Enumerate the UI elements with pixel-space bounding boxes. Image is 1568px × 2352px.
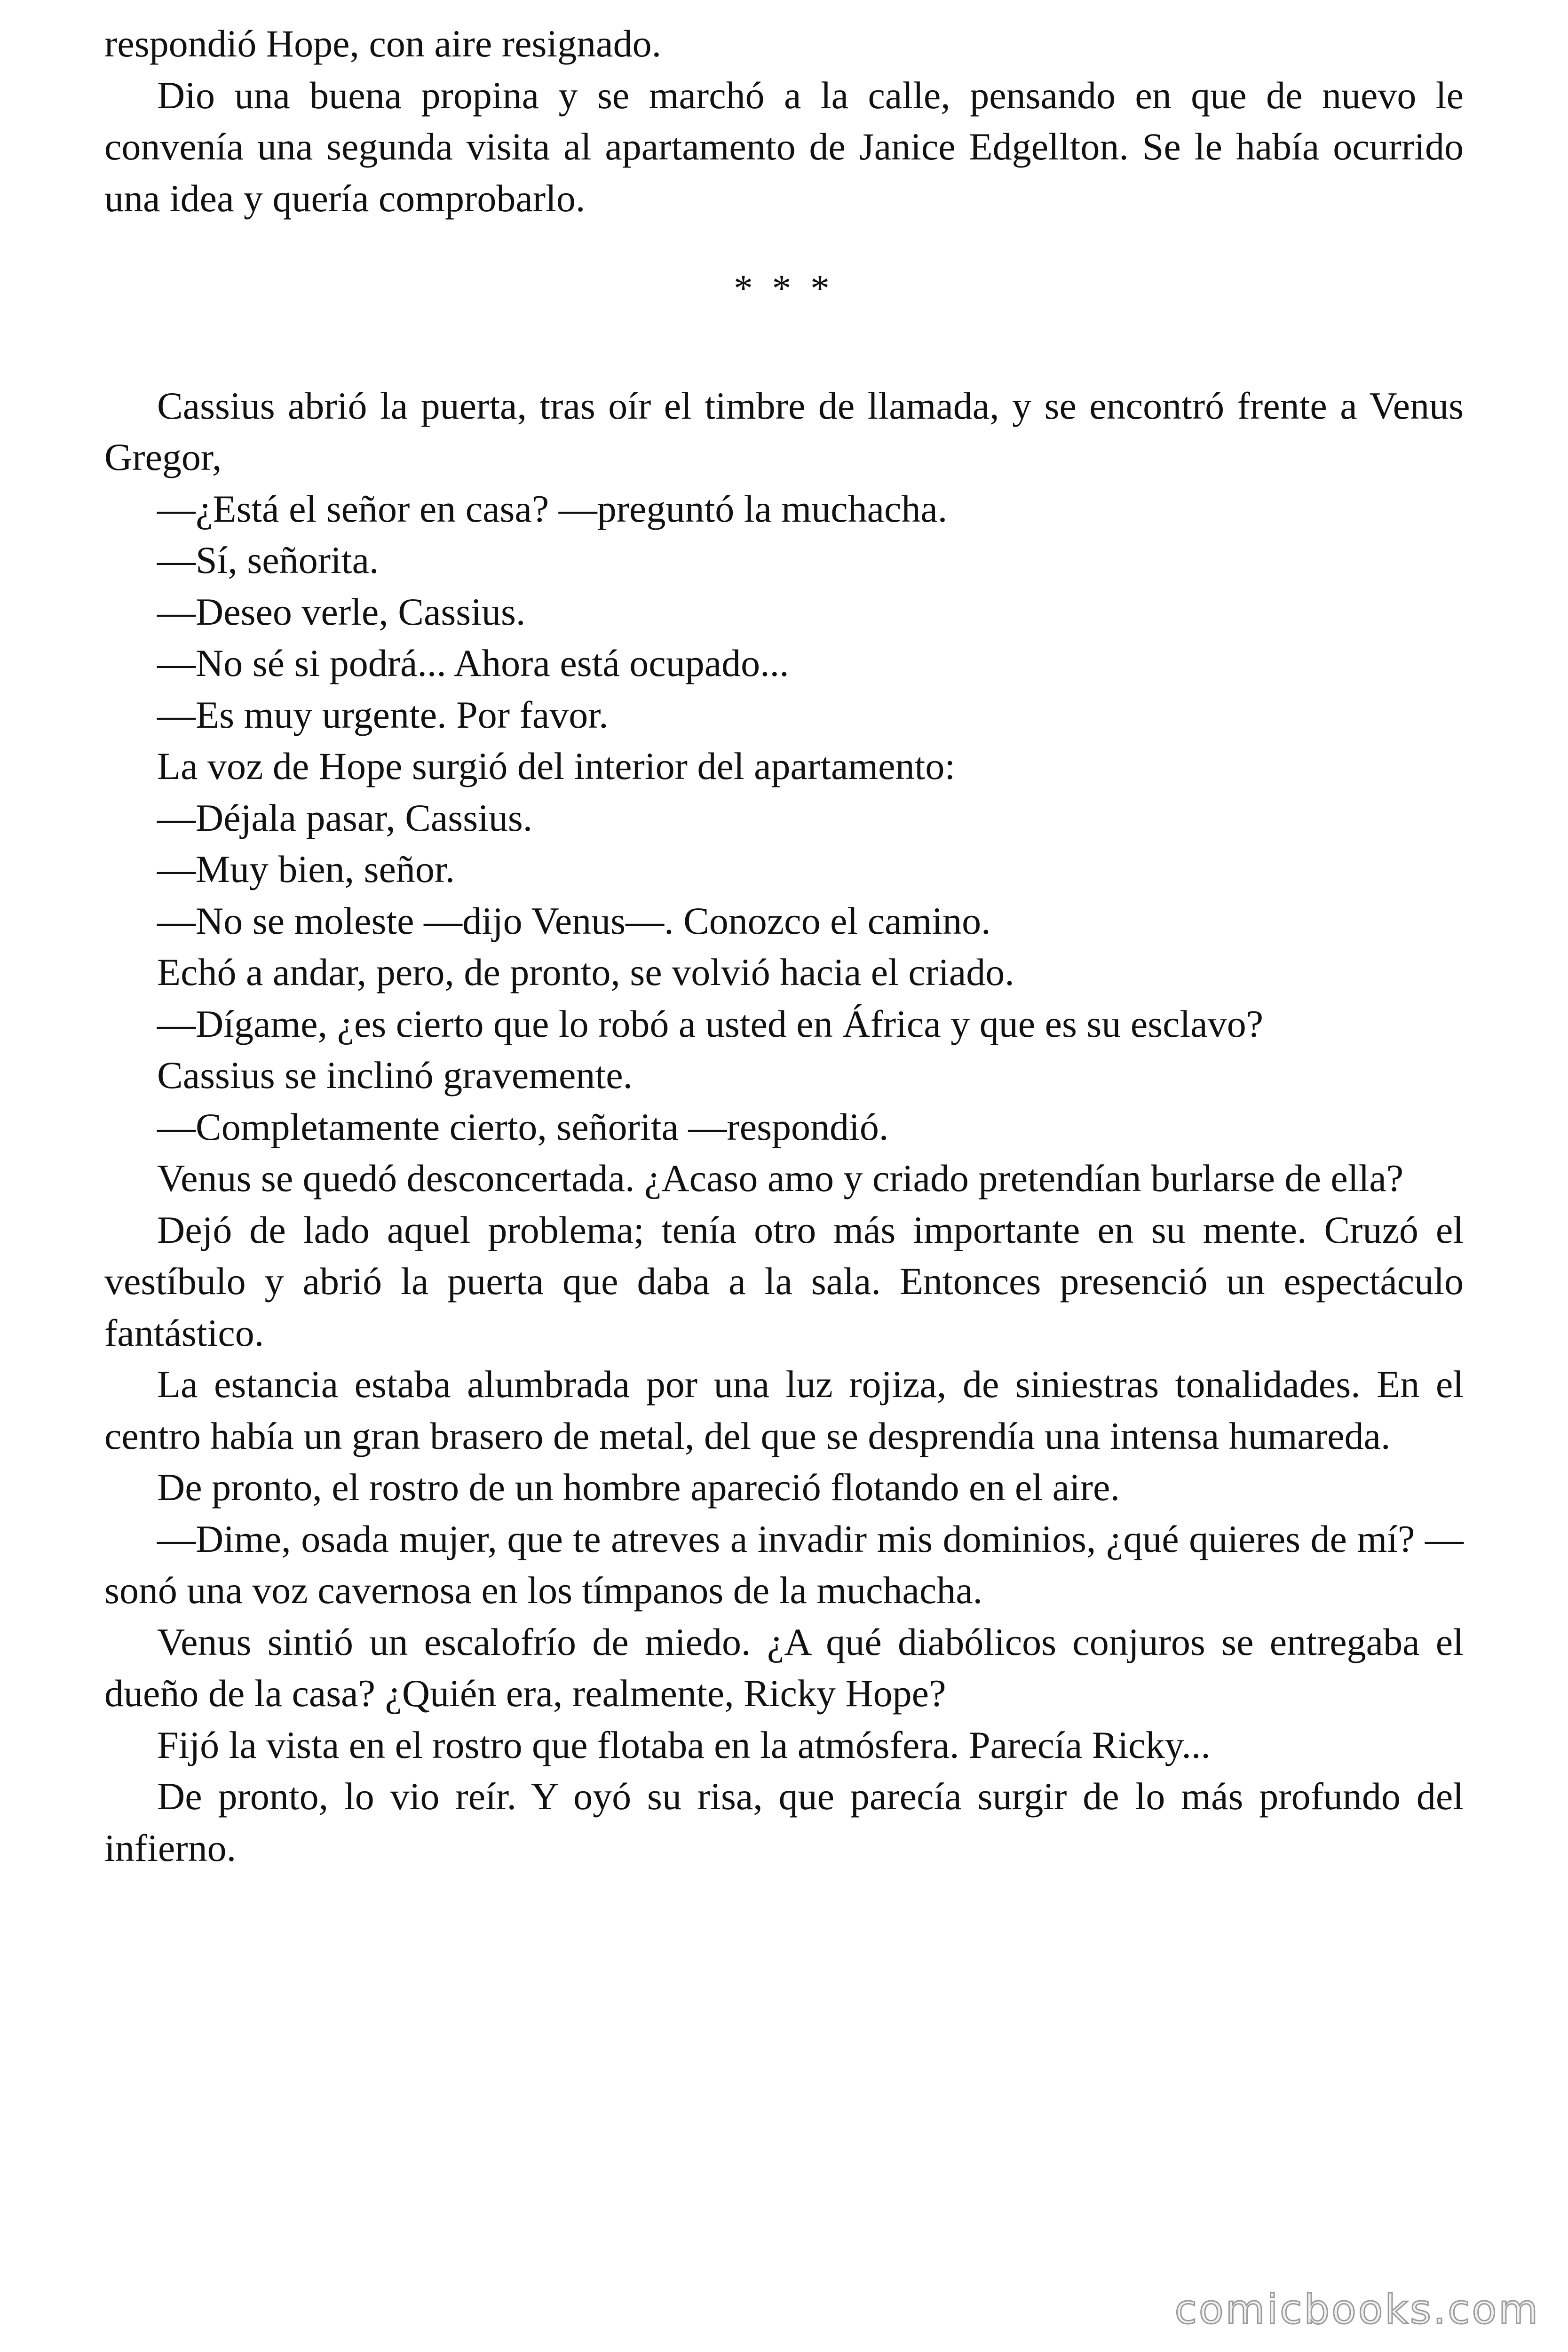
paragraph: Fijó la vista en el rostro que flotaba en la atmósfera. Parecía Ricky... bbox=[157, 1723, 1211, 1766]
dialogue-line: —¿Está el señor en casa? —preguntó la muchacha. bbox=[157, 487, 948, 530]
paragraph: Venus se quedó desconcertada. ¿Acaso amo y criado pretendían burlarse de ella? bbox=[157, 1157, 1404, 1200]
paragraph: Cassius se inclinó gravemente. bbox=[157, 1054, 633, 1097]
dialogue-line: —Dime, osada mujer, que te atreves a invadir mis dominios, ¿qué quieres de mí? —sonó una voz cavernosa en los tímpanos de la muchacha. bbox=[104, 1517, 1464, 1612]
dialogue-line: —Déjala pasar, Cassius. bbox=[157, 796, 533, 839]
watermark: comicbooks.com bbox=[1174, 2286, 1540, 2333]
paragraph: Dejó de lado aquel problema; tenía otro más importante en su mente. Cruzó el vestíbulo y abrió la puerta que daba a la sala. Entonces presenció un espectáculo fantástico. bbox=[104, 1208, 1464, 1354]
paragraph: La voz de Hope surgió del interior del apartamento: bbox=[157, 745, 956, 787]
dialogue-line: —No sé si podrá... Ahora está ocupado... bbox=[157, 642, 789, 684]
paragraph-continuation: respondió Hope, con aire resignado. bbox=[104, 22, 662, 65]
paragraph: La estancia estaba alumbrada por una luz rojiza, de siniestras tonalidades. En el centro había un gran brasero de metal, del que se desprendía una intensa humareda. bbox=[104, 1363, 1464, 1457]
dialogue-line: —Es muy urgente. Por favor. bbox=[157, 693, 609, 736]
dialogue-line: —No se moleste —dijo Venus—. Conozco el camino. bbox=[157, 899, 991, 942]
dialogue-line: —Completamente cierto, señorita —respondió. bbox=[157, 1105, 889, 1148]
paragraph: Venus sintió un escalofrío de miedo. ¿A qué diabólicos conjuros se entregaba el dueño de la casa? ¿Quién era, realmente, Ricky Hope? bbox=[104, 1620, 1464, 1715]
paragraph: Echó a andar, pero, de pronto, se volvió hacia el criado. bbox=[157, 951, 1014, 993]
dialogue-line: —Deseo verle, Cassius. bbox=[157, 590, 526, 633]
dialogue-line: —Dígame, ¿es cierto que lo robó a usted en África y que es su esclavo? bbox=[157, 1002, 1264, 1045]
paragraph: De pronto, lo vio reír. Y oyó su risa, que parecía surgir de lo más profundo del infierno. bbox=[104, 1775, 1464, 1869]
dialogue-line: —Sí, señorita. bbox=[157, 539, 379, 581]
paragraph: De pronto, el rostro de un hombre apareció flotando en el aire. bbox=[157, 1466, 1120, 1509]
dialogue-line: —Muy bien, señor. bbox=[157, 848, 455, 890]
page-text bbox=[104, 18, 1464, 1874]
paragraph: Cassius abrió la puerta, tras oír el timbre de llamada, y se encontró frente a Venus Gregor, bbox=[104, 384, 1464, 478]
paragraph: Dio una buena propina y se marchó a la calle, pensando en que de nuevo le convenía una segunda visita al apartamento de Janice Edgellton. Se le había ocurrido una idea y quería comprobarlo. bbox=[104, 73, 1464, 220]
section-separator: * * * bbox=[734, 267, 834, 310]
